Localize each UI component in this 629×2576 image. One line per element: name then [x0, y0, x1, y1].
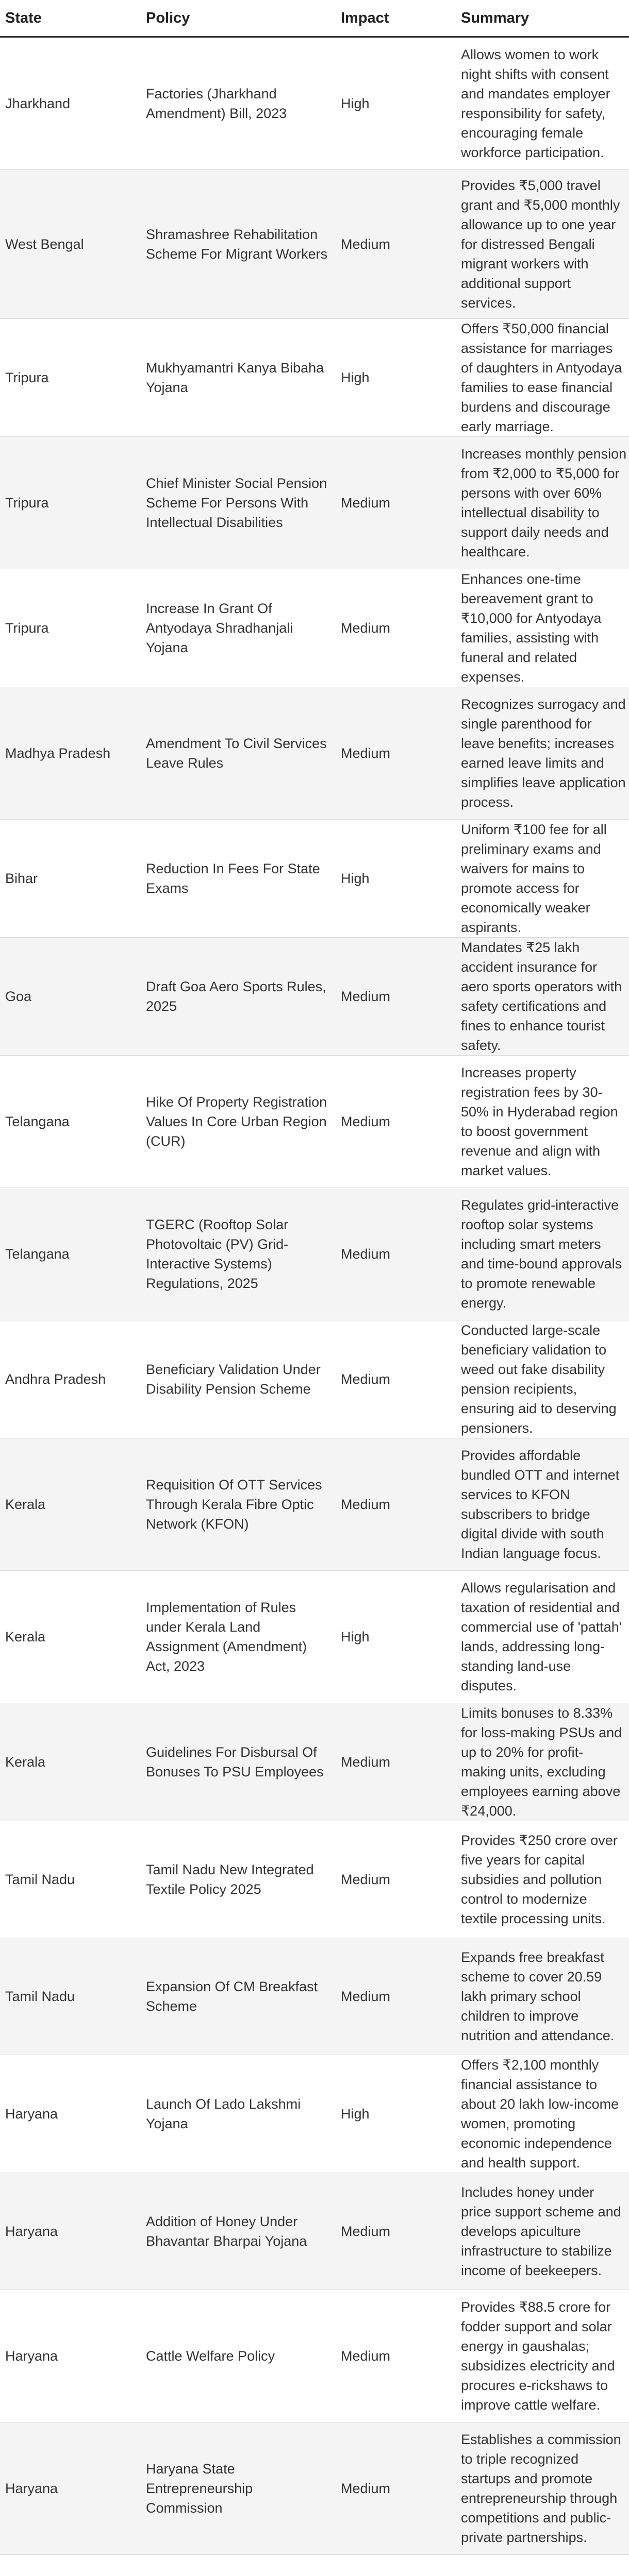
table-row	[0, 319, 629, 437]
cell-state-text: Andhra Pradesh	[5, 1371, 106, 1387]
cell-policy-text: Increase In Grant Of Antyodaya Shradhanjali Yojana	[146, 601, 293, 655]
cell-policy-text: Reduction In Fees For State Exams	[146, 861, 320, 896]
cell-state-text: Goa	[5, 989, 32, 1004]
cell-policy-text: Addition of Honey Under Bhavantar Bharpai Yojana	[146, 2214, 307, 2249]
cell-impact	[341, 687, 461, 820]
cell-policy	[146, 1571, 341, 1703]
cell-summary-text: Increases property registration fees by 30-50% in Hyderabad region to boost government revenue and align with market values.	[461, 1065, 618, 1178]
cell-state	[0, 1703, 146, 1821]
cell-summary	[461, 319, 629, 437]
cell-impact	[341, 569, 461, 687]
cell-policy	[146, 37, 341, 170]
cell-impact	[341, 37, 461, 170]
table-row	[0, 2173, 629, 2290]
cell-summary-text: Increases monthly pension from ₹2,000 to ₹5,000 for persons with over 60% intellectual disability to support daily needs and healthcare.	[461, 446, 627, 560]
cell-policy	[146, 1320, 341, 1438]
cell-state-text: Kerala	[5, 1497, 46, 1512]
header-summary[interactable]: Summary	[461, 0, 629, 37]
cell-summary-text: Offers ₹50,000 financial assistance for marriages of daughters in Antyodaya families to ease financial burdens and discourage early marriage.	[461, 321, 622, 434]
cell-summary-text: Provides ₹5,000 travel grant and ₹5,000 monthly allowance up to one year for distressed Bengali migrant workers with additional support services.	[461, 177, 620, 311]
cell-policy-text: Requisition Of OTT Services Through Kerala Fibre Optic Network (KFON)	[146, 1477, 322, 1532]
table-row	[0, 37, 629, 170]
cell-impact	[341, 2055, 461, 2173]
cell-policy-text: Hike Of Property Registration Values In Core Urban Region (CUR)	[146, 1094, 327, 1149]
cell-impact-text: High	[341, 1629, 370, 1645]
cell-summary	[461, 1438, 629, 1571]
cell-state	[0, 687, 146, 820]
cell-state-text: Telangana	[5, 1246, 70, 1262]
cell-policy	[146, 2290, 341, 2422]
cell-impact-text: Medium	[341, 1989, 391, 2004]
table-row	[0, 2422, 629, 2555]
cell-state-text: Kerala	[5, 1754, 46, 1770]
cell-summary	[461, 2422, 629, 2555]
cell-state	[0, 1571, 146, 1703]
cell-impact-text: Medium	[341, 2224, 391, 2239]
cell-state-text: Telangana	[5, 1114, 70, 1129]
cell-impact	[341, 1938, 461, 2055]
cell-summary	[461, 938, 629, 1056]
cell-state-text: West Bengal	[5, 236, 84, 252]
cell-policy	[146, 1438, 341, 1571]
cell-impact	[341, 2173, 461, 2290]
cell-summary	[461, 1938, 629, 2055]
cell-impact-text: Medium	[341, 989, 391, 1004]
cell-summary-text: Offers ₹2,100 monthly financial assistance to about 20 lakh low-income women, promoting economic independence and health support.	[461, 2057, 619, 2171]
cell-state	[0, 1188, 146, 1320]
cell-state	[0, 1056, 146, 1188]
cell-state	[0, 1438, 146, 1571]
cell-impact-text: Medium	[341, 1497, 391, 1512]
table-row	[0, 938, 629, 1056]
cell-state-text: Tripura	[5, 620, 49, 636]
cell-state-text: Haryana	[5, 2224, 58, 2239]
cell-impact	[341, 820, 461, 938]
cell-state-text: Haryana	[5, 2348, 58, 2364]
cell-impact	[341, 1320, 461, 1438]
cell-impact-text: High	[341, 370, 370, 385]
cell-summary-text: Recognizes surrogacy and single parenthood for leave benefits; increases earned leave limits and simplifies leave application process.	[461, 697, 626, 810]
cell-summary	[461, 2173, 629, 2290]
cell-summary-text: Includes honey under price support scheme and develops apiculture infrastructure to stabilize income of beekeepers.	[461, 2184, 621, 2278]
cell-impact	[341, 1703, 461, 1821]
table-row	[0, 1938, 629, 2055]
cell-summary	[461, 569, 629, 687]
cell-state	[0, 319, 146, 437]
cell-summary-text: Provides ₹250 crore over five years for capital subsidies and pollution control to modernize textile processing units.	[461, 1833, 618, 1926]
cell-state-text: Tripura	[5, 370, 49, 385]
cell-policy-text: Beneficiary Validation Under Disability Pension Scheme	[146, 1362, 321, 1397]
cell-policy	[146, 1821, 341, 1938]
cell-summary-text: Provides affordable bundled OTT and internet services to KFON subscribers to bridge digital divide with south Indian language focus.	[461, 1448, 620, 1561]
cell-impact	[341, 170, 461, 319]
table-row	[0, 170, 629, 319]
cell-impact-text: Medium	[341, 745, 391, 761]
header-policy[interactable]: Policy	[146, 0, 341, 37]
cell-summary-text: Uniform ₹100 fee for all preliminary exams and waivers for mains to promote access for economically weaker aspirants.	[461, 822, 607, 935]
cell-policy-text: Amendment To Civil Services Leave Rules	[146, 736, 327, 771]
table-header	[0, 0, 629, 37]
cell-impact	[341, 938, 461, 1056]
cell-state-text: Kerala	[5, 1629, 46, 1645]
cell-policy-text: Tamil Nadu New Integrated Textile Policy 2025	[146, 1862, 314, 1897]
cell-summary	[461, 37, 629, 170]
cell-state-text: Jharkhand	[5, 95, 71, 111]
cell-impact	[341, 1571, 461, 1703]
cell-summary-text: Limits bonuses to 8.33% for loss-making PSUs and up to 20% for profit-making units, excluding employees earning above ₹24,000.	[461, 1705, 622, 1819]
table-row	[0, 687, 629, 820]
table-row	[0, 1056, 629, 1188]
table-row	[0, 1188, 629, 1320]
cell-summary-text: Regulates grid-interactive rooftop solar systems including smart meters and time-bound approvals to promote renewable energy.	[461, 1197, 622, 1311]
cell-summary-text: Establishes a commission to triple recognized startups and promote entrepreneurship through competitions and public-private partnerships.	[461, 2432, 621, 2545]
cell-policy	[146, 1056, 341, 1188]
cell-impact-text: Medium	[341, 1114, 391, 1129]
cell-state-text: Madhya Pradesh	[5, 745, 111, 761]
cell-summary-text: Conducted large-scale beneficiary validation to weed out fake disability pension recipients, ensuring aid to deserving pensioners.	[461, 1323, 617, 1436]
cell-policy	[146, 2422, 341, 2555]
table-row	[0, 1703, 629, 1821]
cell-summary	[461, 1056, 629, 1188]
header-impact[interactable]: Impact	[341, 0, 461, 37]
cell-policy	[146, 938, 341, 1056]
cell-policy-text: Launch Of Lado Lakshmi Yojana	[146, 2096, 301, 2131]
cell-state	[0, 437, 146, 569]
cell-policy-text: Shramashree Rehabilitation Scheme For Migrant Workers	[146, 226, 328, 262]
cell-policy	[146, 437, 341, 569]
table-body	[0, 37, 629, 2555]
cell-policy	[146, 319, 341, 437]
cell-summary	[461, 2055, 629, 2173]
cell-impact	[341, 319, 461, 437]
cell-impact-text: High	[341, 95, 370, 111]
cell-policy	[146, 569, 341, 687]
cell-summary	[461, 1571, 629, 1703]
cell-impact-text: Medium	[341, 2481, 391, 2496]
cell-impact-text: Medium	[341, 1246, 391, 1262]
table-row	[0, 1320, 629, 1438]
cell-policy	[146, 170, 341, 319]
cell-state	[0, 2173, 146, 2290]
cell-state	[0, 37, 146, 170]
cell-policy	[146, 687, 341, 820]
cell-state	[0, 1320, 146, 1438]
cell-policy-text: Haryana State Entrepreneurship Commission	[146, 2461, 253, 2516]
table-row	[0, 1571, 629, 1703]
cell-state	[0, 569, 146, 687]
cell-state	[0, 2055, 146, 2173]
cell-impact	[341, 2422, 461, 2555]
cell-state	[0, 1938, 146, 2055]
cell-state	[0, 170, 146, 319]
cell-impact-text: Medium	[341, 620, 391, 636]
cell-impact-text: High	[341, 2106, 370, 2122]
cell-impact-text: Medium	[341, 495, 391, 511]
table-row	[0, 2055, 629, 2173]
cell-impact-text: Medium	[341, 1371, 391, 1387]
cell-impact-text: Medium	[341, 236, 391, 252]
cell-policy-text: Expansion Of CM Breakfast Scheme	[146, 1979, 318, 2014]
cell-summary	[461, 1320, 629, 1438]
table-row	[0, 1438, 629, 1571]
header-state[interactable]: State	[0, 0, 146, 37]
cell-state-text: Haryana	[5, 2106, 58, 2122]
table-row	[0, 2290, 629, 2422]
cell-policy	[146, 820, 341, 938]
cell-state	[0, 2290, 146, 2422]
cell-policy	[146, 1188, 341, 1320]
cell-policy-text: TGERC (Rooftop Solar Photovoltaic (PV) Grid-Interactive Systems) Regulations, 2025	[146, 1217, 289, 1291]
cell-summary	[461, 437, 629, 569]
cell-impact-text: Medium	[341, 1872, 391, 1887]
cell-state-text: Tripura	[5, 495, 49, 511]
cell-state	[0, 938, 146, 1056]
cell-summary	[461, 1188, 629, 1320]
cell-impact-text: High	[341, 871, 370, 886]
cell-policy	[146, 2173, 341, 2290]
table-row	[0, 820, 629, 938]
cell-impact-text: Medium	[341, 2348, 391, 2364]
cell-state-text: Tamil Nadu	[5, 1989, 75, 2004]
cell-impact	[341, 437, 461, 569]
cell-state	[0, 1821, 146, 1938]
table-row	[0, 1821, 629, 1938]
cell-impact	[341, 1188, 461, 1320]
cell-state-text: Tamil Nadu	[5, 1872, 75, 1887]
cell-summary	[461, 687, 629, 820]
cell-summary	[461, 2290, 629, 2422]
cell-summary-text: Mandates ₹25 lakh accident insurance for aero sports operators with safety certifications and fines to enhance tourist safety.	[461, 940, 622, 1053]
cell-summary	[461, 820, 629, 938]
cell-summary-text: Allows women to work night shifts with consent and mandates employer responsibility for safety, encouraging female workforce participation.	[461, 46, 610, 160]
cell-policy-text: Draft Goa Aero Sports Rules, 2025	[146, 979, 326, 1014]
cell-policy-text: Chief Minister Social Pension Scheme For Persons With Intellectual Disabilities	[146, 476, 327, 530]
cell-state	[0, 820, 146, 938]
cell-policy-text: Factories (Jharkhand Amendment) Bill, 2023	[146, 86, 287, 121]
cell-policy	[146, 2055, 341, 2173]
cell-policy-text: Cattle Welfare Policy	[146, 2348, 275, 2364]
cell-summary	[461, 170, 629, 319]
cell-state	[0, 2422, 146, 2555]
table-row	[0, 437, 629, 569]
cell-summary	[461, 1821, 629, 1938]
cell-impact-text: Medium	[341, 1754, 391, 1770]
cell-summary	[461, 1703, 629, 1821]
cell-impact	[341, 1438, 461, 1571]
cell-policy	[146, 1938, 341, 2055]
cell-policy	[146, 1703, 341, 1821]
cell-summary-text: Expands free breakfast scheme to cover 20.59 lakh primary school children to improve nutrition and attendance.	[461, 1950, 615, 2043]
cell-summary-text: Enhances one-time bereavement grant to ₹10,000 for Antyodaya families, assisting with funeral and related expenses.	[461, 571, 602, 685]
cell-state-text: Haryana	[5, 2481, 58, 2496]
cell-summary-text: Allows regularisation and taxation of residential and commercial use of 'pattah' lands, addressing long-standing land-use disputes.	[461, 1580, 622, 1693]
cell-policy-text: Mukhyamantri Kanya Bibaha Yojana	[146, 360, 324, 395]
table-row	[0, 569, 629, 687]
cell-policy-text: Implementation of Rules under Kerala Land Assignment (Amendment) Act, 2023	[146, 1600, 307, 1674]
cell-impact	[341, 2290, 461, 2422]
cell-policy-text: Guidelines For Disbursal Of Bonuses To PSU Employees	[146, 1744, 324, 1780]
cell-summary-text: Provides ₹88.5 crore for fodder support and solar energy in gaushalas; subsidizes electricity and procures e-rickshaws to improve cattle welfare.	[461, 2299, 615, 2413]
cell-impact	[341, 1056, 461, 1188]
cell-state-text: Bihar	[5, 871, 38, 886]
header-row	[0, 0, 629, 37]
cell-impact	[341, 1821, 461, 1938]
